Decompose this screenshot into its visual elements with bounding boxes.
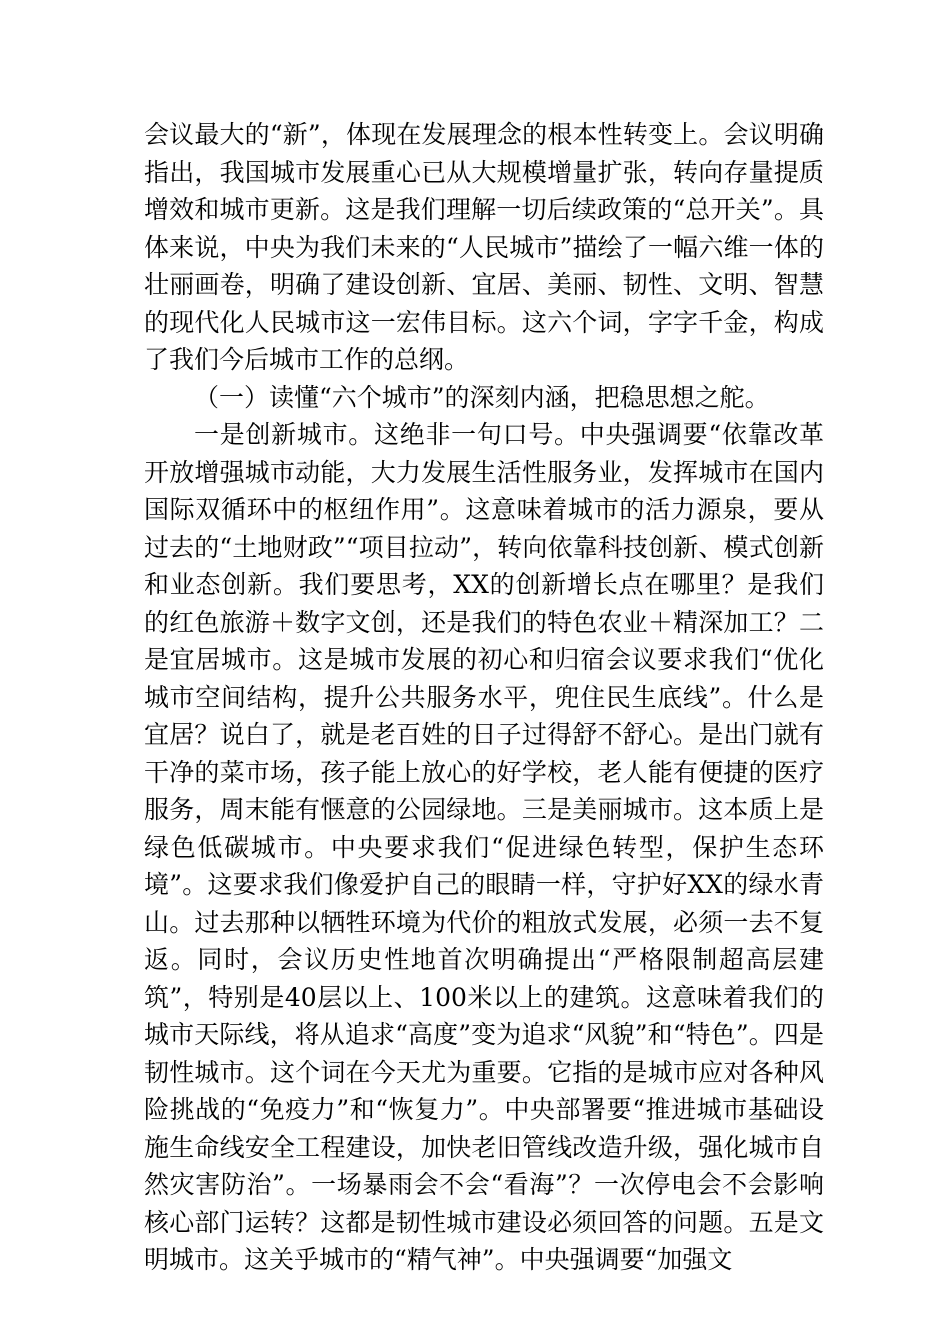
- paragraph-intro: 会议最大的“新”，体现在发展理念的根本性转变上。会议明确指出，我国城市发展重心已从大规模增量扩张，转向存量提质增效和城市更新。这是我们理解一切后续政策的“总开关”。具体来说，中央为我们未来的“人民城市”描绘了一幅六维一体的壮丽画卷，明确了建设创新、宜居、美丽、韧性、文明、智慧的现代化人民城市这一宏伟目标。这六个词，字字千金，构成了我们今后城市工作的总纲。: [144, 120, 824, 374]
- document-body: [144, 116, 824, 1279]
- section-heading: （一）读懂“六个城市”的深刻内涵，把稳思想之舵。: [194, 382, 770, 412]
- paragraph-six-cities: 一是创新城市。这绝非一句口号。中央强调要“依靠改革开放增强城市动能，大力发展生活性服务业，发挥城市在国内国际双循环中的枢纽作用”。这意味着城市的活力源泉，要从过去的“土地财政”“项目拉动”，转向依靠科技创新、模式创新和业态创新。我们要思考，XX的创新增长点在哪里？是我们的红色旅游＋数字文创，还是我们的特色农业＋精深加工？二是宜居城市。这是城市发展的初心和归宿会议要求我们“优化城市空间结构，提升公共服务水平，兜住民生底线”。什么是宜居？说白了，就是老百姓的日子过得舒不舒心。是出门就有干净的菜市场，孩子能上放心的好学校，老人能有便捷的医疗服务，周末能有惬意的公园绿地。三是美丽城市。这本质上是绿色低碳城市。中央要求我们“促进绿色转型，保护生态环境”。这要求我们像爱护自己的眼睛一样，守护好XX的绿水青山。过去那种以牺牲环境为代价的粗放式发展，必须一去不复返。同时，会议历史性地首次明确提出“严格限制超高层建筑”，特别是40层以上、100米以上的建筑。这意味着我们的城市天际线，将从追求“高度”变为追求“风貌”和“特色”。四是韧性城市。这个词在今天尤为重要。它指的是城市应对各种风险挑战的“免疫力”和“恢复力”。中央部署要“推进城市基础设施生命线安全工程建设，加快老旧管线改造升级，强化城市自然灾害防治”。一场暴雨会不会“看海”？一次停电会不会影响核心部门运转？这都是韧性城市建设必须回答的问题。五是文明城市。这关乎城市的“精气神”。中央强调要“加强文: [144, 420, 824, 1274]
